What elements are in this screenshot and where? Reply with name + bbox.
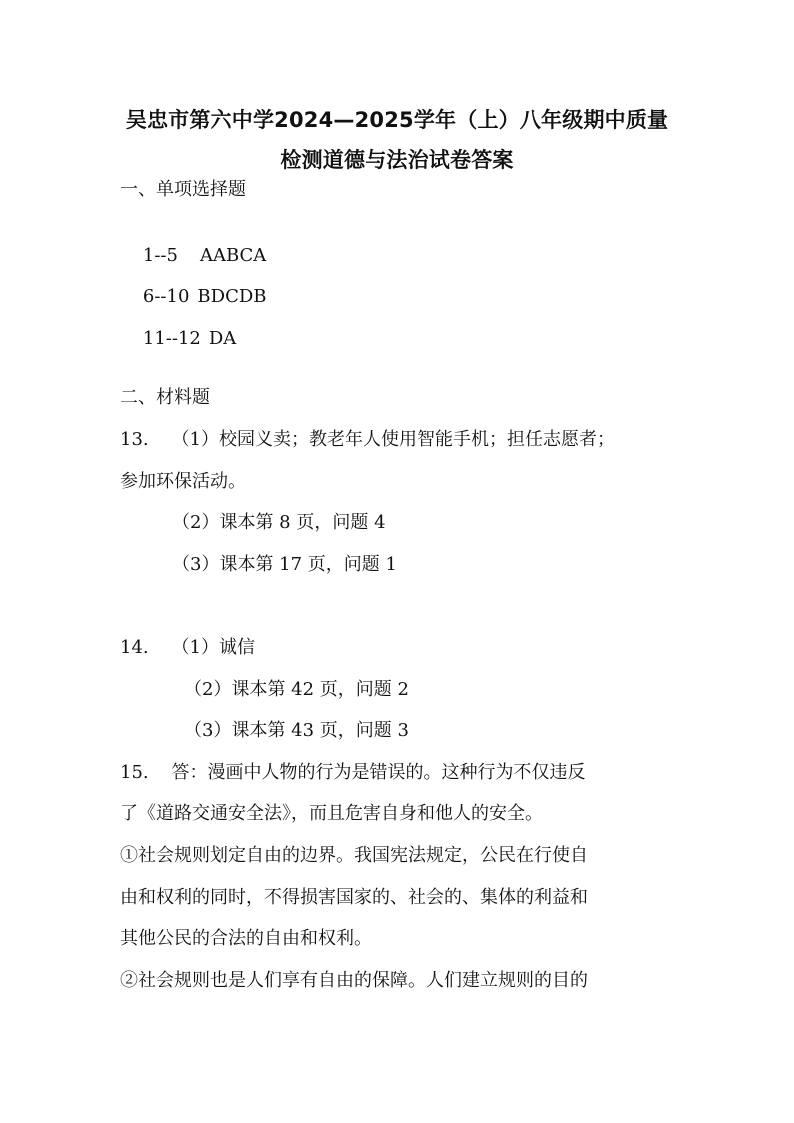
answer-range: 1--5 xyxy=(142,245,178,266)
answer-letters: BDCDB xyxy=(197,286,267,307)
section-heading-multiple-choice: 一、单项选择题 xyxy=(120,179,246,200)
q13-line-2: 参加环保活动。 xyxy=(120,471,246,492)
answer-letters: DA xyxy=(208,328,237,349)
q15-line-4: 由和权利的同时，不得损害国家的、社会的、集体的利益和 xyxy=(120,887,588,908)
q14-part-2: （2）课本第 42 页，问题 2 xyxy=(184,679,409,700)
answer-range: 6--10 xyxy=(142,286,190,307)
q14-part-3: （3）课本第 43 页，问题 3 xyxy=(184,720,409,741)
q15-line-1: 15. 答：漫画中人物的行为是错误的。这种行为不仅违反 xyxy=(120,762,586,783)
q15-line-2: 了《道路交通安全法》，而且危害自身和他人的安全。 xyxy=(120,803,543,824)
answer-letters: AABCA xyxy=(199,245,267,266)
q14-line-1: 14. （1）诚信 xyxy=(120,637,255,658)
q15-line-5: 其他公民的合法的自由和权利。 xyxy=(120,928,372,949)
answer-row-3 xyxy=(120,303,236,375)
document-title-line-1: 吴忠市第六中学2024—2025学年（上）八年级期中质量 xyxy=(125,108,669,132)
document-title-line-2: 检测道德与法治试卷答案 xyxy=(280,148,514,172)
answer-range: 11--12 xyxy=(142,328,201,349)
q13-part-3: （3）课本第 17 页，问题 1 xyxy=(172,554,397,575)
q15-line-6: ②社会规则也是人们享有自由的保障。人们建立规则的目的 xyxy=(120,970,588,991)
q13-line-1: 13. （1）校园义卖；教老年人使用智能手机；担任志愿者； xyxy=(120,429,615,450)
q15-line-3: ①社会规则划定自由的边界。我国宪法规定，公民在行使自 xyxy=(120,845,588,866)
section-heading-material: 二、材料题 xyxy=(120,387,210,408)
q13-part-2: （2）课本第 8 页，问题 4 xyxy=(172,512,386,533)
